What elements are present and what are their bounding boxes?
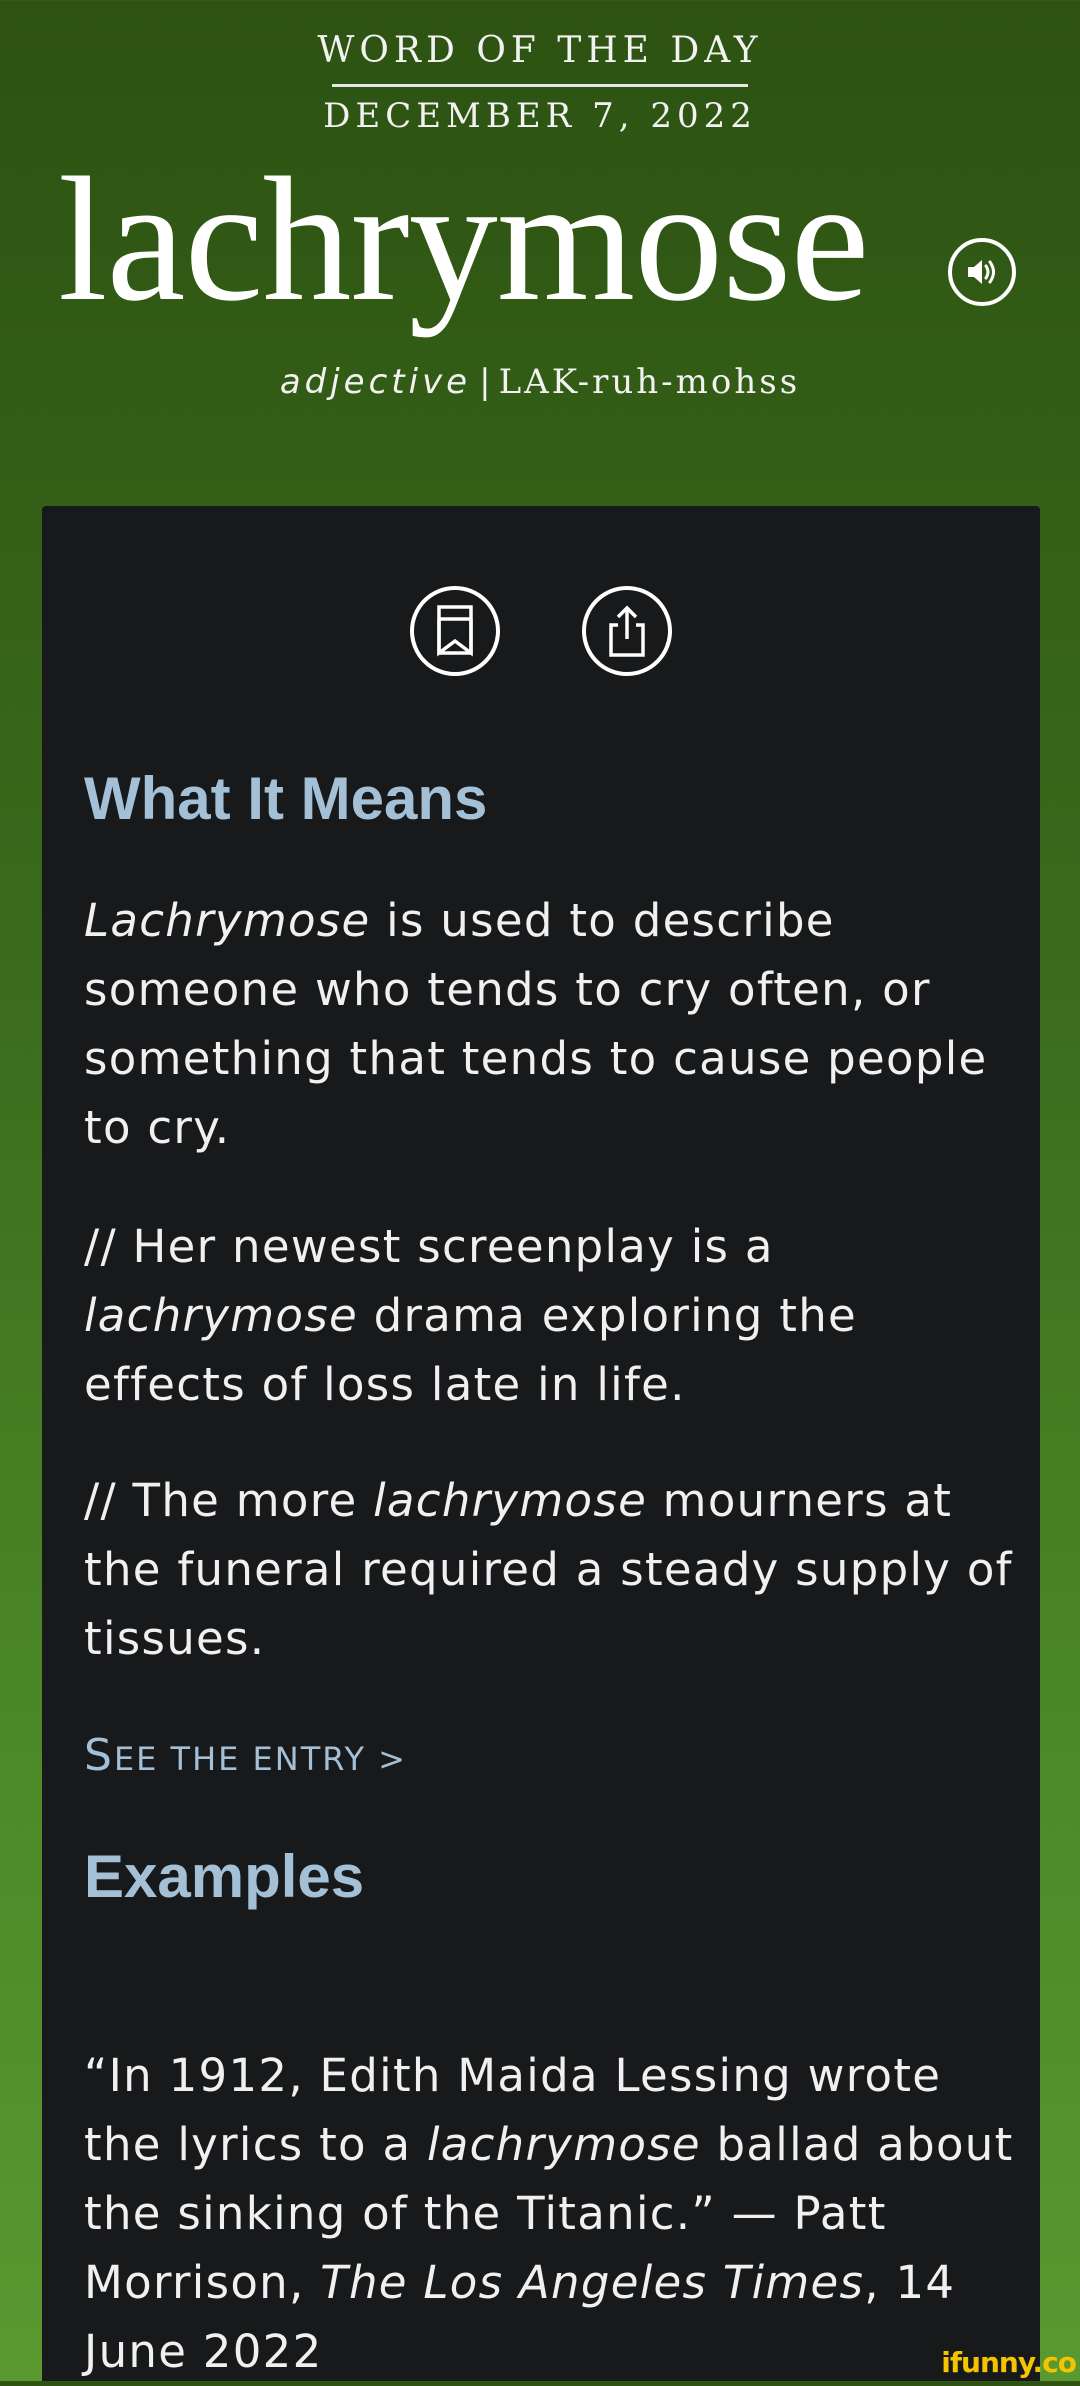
example-1-word: lachrymose bbox=[84, 1289, 358, 1342]
watermark: ifunny.co bbox=[941, 2346, 1076, 2379]
example-sentence-2 bbox=[84, 1466, 1024, 1673]
see-the-entry-link[interactable] bbox=[84, 1730, 407, 1781]
card-actions bbox=[42, 586, 1040, 686]
example-2-after: mourners at the funeral required a steady supply of tissues. bbox=[84, 1474, 1013, 1665]
speaker-icon[interactable] bbox=[948, 238, 1016, 306]
pronunciation: LAK-ruh-mohss bbox=[498, 362, 801, 402]
example-sentence-1 bbox=[84, 1212, 1024, 1419]
share-icon[interactable] bbox=[582, 586, 672, 676]
separator: | bbox=[479, 362, 491, 402]
bookmark-icon[interactable] bbox=[410, 586, 500, 676]
definition-card bbox=[42, 506, 1040, 2381]
divider bbox=[332, 84, 748, 87]
examples-heading: Examples bbox=[84, 1843, 365, 1910]
part-of-speech: adjective bbox=[279, 362, 472, 402]
example-1-before: // Her newest screenplay is a bbox=[84, 1220, 774, 1273]
quote-before: “In 1912, Edith Maida Lessing wrote the lyrics to a bbox=[84, 2049, 942, 2171]
definition-word: Lachrymose bbox=[84, 894, 371, 947]
example-2-word: lachrymose bbox=[373, 1474, 648, 1527]
definition-text bbox=[84, 886, 1024, 1162]
word-title: lachrymose bbox=[58, 140, 869, 338]
pronunciation-row bbox=[0, 362, 1080, 402]
example-2-before: // The more bbox=[84, 1474, 374, 1527]
see-entry-rest: EE THE ENTRY > bbox=[113, 1740, 407, 1778]
what-it-means-heading: What It Means bbox=[84, 765, 488, 832]
see-entry-initial: S bbox=[84, 1730, 114, 1781]
date: DECEMBER 7, 2022 bbox=[323, 96, 757, 136]
quote-middle: ballad about the sinking of the Titanic.” — Patt Morrison, bbox=[84, 2118, 1014, 2309]
word-row bbox=[0, 140, 1080, 340]
quote-example bbox=[84, 2041, 1024, 2386]
definition-rest: is used to describe someone who tends to cry often, or something that tends to cause people to cry. bbox=[84, 894, 988, 1154]
header bbox=[0, 0, 1080, 500]
word-of-the-day-label: WORD OF THE DAY bbox=[317, 30, 763, 71]
quote-after: , 14 June 2022 bbox=[84, 2256, 956, 2378]
quote-source: The Los Angeles Times bbox=[320, 2256, 865, 2309]
quote-word: lachrymose bbox=[426, 2118, 701, 2171]
example-1-after: drama exploring the effects of loss late in life. bbox=[84, 1289, 858, 1411]
